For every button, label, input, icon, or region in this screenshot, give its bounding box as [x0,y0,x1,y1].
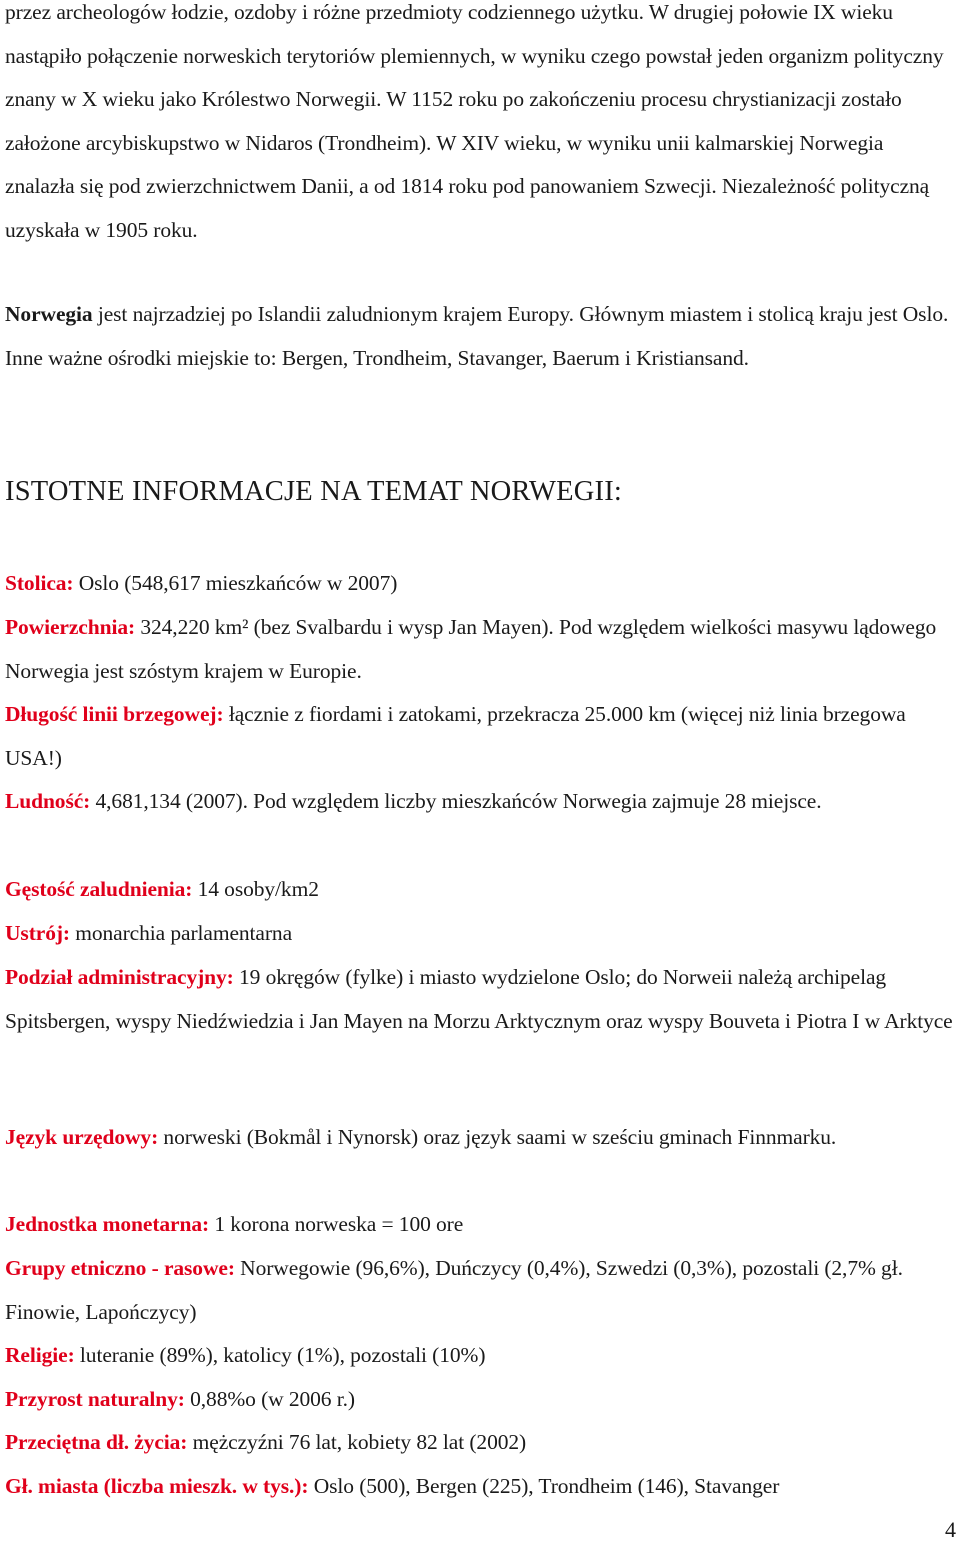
fact-text: Oslo (548,617 mieszkańców w 2007) [73,571,398,595]
fact-density [5,868,955,912]
fact-label: Jednostka monetarna: [5,1212,210,1236]
fact-ethnic-groups [5,1247,955,1334]
fact-text: mężczyźni 76 lat, kobiety 82 lat (2002) [187,1430,527,1454]
fact-label: Gęstość zaludnienia: [5,877,193,901]
fact-label: Przeciętna dł. życia: [5,1430,188,1454]
fact-text: monarchia parlamentarna [69,921,293,945]
fact-label: Język urzędowy: [5,1125,159,1149]
fact-text: 14 osoby/km2 [192,877,319,901]
fact-language [5,1116,955,1160]
fact-label: Stolica: [5,571,74,595]
fact-main-cities [5,1465,955,1509]
fact-government [5,912,955,956]
fact-text: 0,88%o (w 2006 r.) [184,1387,355,1411]
fact-label: Długość linii brzegowej: [5,702,224,726]
fact-coastline [5,693,955,780]
fact-text: 324,220 km² (bez Svalbardu i wysp Jan Mayen). Pod względem wielkości masywu lądowego Norwegia jest szóstym krajem w Europie. [5,615,937,683]
intro-paragraph-norway-text: jest najrzadziej po Islandii zaludnionym krajem Europy. Głównym miastem i stolicą kraju jest Oslo. Inne ważne ośrodki miejskie to: Bergen, Trondheim, Stavanger, Baerum i Kristiansand. [5,302,949,370]
fact-population [5,780,955,824]
fact-label: Gł. miasta (liczba mieszk. w tys.): [5,1474,309,1498]
fact-label: Przyrost naturalny: [5,1387,185,1411]
fact-text: łącznie z fiordami i zatokami, przekracza 25.000 km (więcej niż linia brzegowa USA!) [5,702,906,770]
section-heading: ISTOTNE INFORMACJE NA TEMAT NORWEGII: [5,476,623,507]
norway-bold-word: Norwegia [5,302,93,326]
page-number: 4 [945,1517,956,1542]
fact-text: 4,681,134 (2007). Pod względem liczby mieszkańców Norwegia zajmuje 28 miejsce. [90,789,822,813]
fact-text: Norwegowie (96,6%), Duńczycy (0,4%), Szwedzi (0,3%), pozostali (2,7% gł. Finowie, Lapończycy) [5,1256,903,1324]
fact-text: norweski (Bokmål i Nynorsk) oraz język saami w sześciu gminach Finnmarku. [158,1125,837,1149]
fact-text: Oslo (500), Bergen (225), Trondheim (146), Stavanger [308,1474,780,1498]
intro-paragraph-norway [5,293,955,380]
fact-label: Podział administracyjny: [5,965,234,989]
fact-religions [5,1334,955,1378]
fact-label: Powierzchnia: [5,615,136,639]
fact-label: Ustrój: [5,921,70,945]
fact-label: Ludność: [5,789,91,813]
fact-label: Grupy etniczno - rasowe: [5,1256,235,1280]
fact-currency [5,1203,955,1247]
fact-administration [5,956,955,1043]
intro-paragraph-history: przez archeologów łodzie, ozdoby i różne przedmioty codziennego użytku. W drugiej połowie IX wieku nastąpiło połączenie norweskich terytoriów plemiennych, w wyniku czego powstał jeden organizm polityczny znany w X wieku jako Królestwo Norwegii. W 1152 roku po zakończeniu procesu chrystianizacji zostało założone arcybiskupstwo w Nidaros (Trondheim). W XIV wieku, w wyniku unii kalmarskiej Norwegia znalazła się pod zwierzchnictwem Danii, a od 1814 roku pod panowaniem Szwecji. Niezależność polityczną uzyskała w 1905 roku. [5,0,944,242]
fact-natural-growth [5,1378,955,1422]
fact-capital [5,562,955,606]
fact-text: luteranie (89%), katolicy (1%), pozostali (10%) [74,1343,486,1367]
fact-life-expectancy [5,1421,955,1465]
fact-text: 19 okręgów (fylke) i miasto wydzielone Oslo; do Norweii należą archipelag Spitsbergen, wyspy Niedźwiedzia i Jan Mayen na Morzu Arktycznym oraz wyspy Bouveta i Piotra I w Arktyce [5,965,953,1033]
fact-label: Religie: [5,1343,75,1367]
fact-area [5,606,955,693]
fact-text: 1 korona norweska = 100 ore [209,1212,464,1236]
